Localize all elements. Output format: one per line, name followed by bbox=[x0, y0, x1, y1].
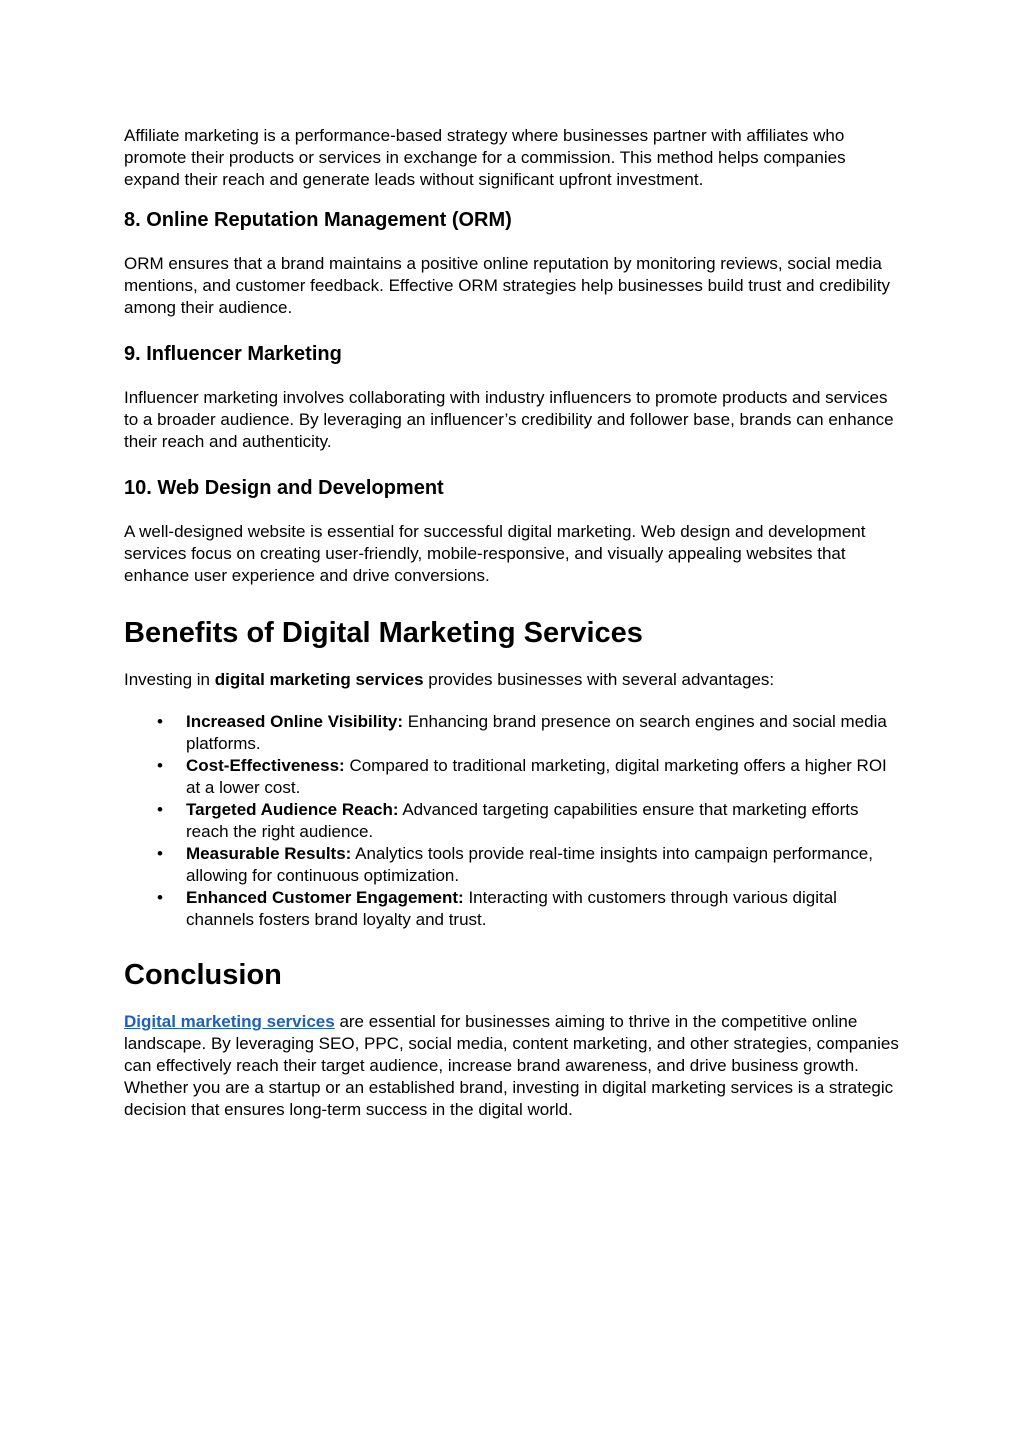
benefit-title: Measurable Results: bbox=[186, 844, 352, 863]
benefit-title: Enhanced Customer Engagement: bbox=[186, 888, 464, 907]
benefits-intro-bold: digital marketing services bbox=[214, 670, 424, 689]
digital-marketing-services-link[interactable]: Digital marketing services bbox=[124, 1012, 335, 1031]
benefit-text: Enhancing brand presence on search engines and social media platforms. bbox=[186, 712, 887, 753]
benefits-list bbox=[124, 711, 904, 931]
conclusion-body: are essential for businesses aiming to thrive in the competitive online landscape. By leveraging SEO, PPC, social media, content marketing, and other strategies, companies can effectively reach their target audience, increase brand awareness, and drive business growth. Whether you are a startup or an established brand, investing in digital marketing services is a strategic decision that ensures long-term success in the digital world. bbox=[124, 1012, 899, 1119]
benefit-title: Increased Online Visibility: bbox=[186, 712, 403, 731]
document-content bbox=[124, 125, 904, 1121]
benefits-heading: Benefits of Digital Marketing Services bbox=[124, 617, 643, 649]
benefit-title: Cost-Effectiveness: bbox=[186, 756, 345, 775]
benefit-text: Interacting with customers through various digital channels fosters brand loyalty and trust. bbox=[186, 888, 837, 929]
bullet-icon: • bbox=[157, 712, 163, 731]
conclusion-heading: Conclusion bbox=[124, 959, 282, 991]
section-body-influencer: Influencer marketing involves collaborating with industry influencers to promote products and services to a broader audience. By leveraging an influencer’s credibility and follower base, brands can enhance their reach and authenticity. bbox=[124, 388, 894, 451]
section-heading-web-design: 10. Web Design and Development bbox=[124, 477, 444, 499]
benefit-text: Compared to traditional marketing, digital marketing offers a higher ROI at a lower cost. bbox=[186, 756, 887, 797]
affiliate-marketing-paragraph: Affiliate marketing is a performance-based strategy where businesses partner with affiliates who promote their products or services in exchange for a commission. This method helps companies expand their reach and generate leads without significant upfront investment. bbox=[124, 126, 846, 189]
benefit-text: Advanced targeting capabilities ensure that marketing efforts reach the right audience. bbox=[186, 800, 859, 841]
section-heading-influencer: 9. Influencer Marketing bbox=[124, 343, 342, 365]
benefit-title: Targeted Audience Reach: bbox=[186, 800, 399, 819]
list-item bbox=[157, 887, 904, 931]
benefits-intro-suffix: provides businesses with several advantages: bbox=[423, 670, 775, 689]
bullet-icon: • bbox=[157, 756, 163, 775]
section-body-web-design: A well-designed website is essential for successful digital marketing. Web design and development services focus on creating user-friendly, mobile-responsive, and visually appealing websites that enhance user experience and drive conversions. bbox=[124, 522, 866, 585]
list-item bbox=[157, 711, 904, 755]
benefits-intro-prefix: Investing in bbox=[124, 670, 215, 689]
list-item bbox=[157, 843, 904, 887]
bullet-icon: • bbox=[157, 844, 163, 863]
benefit-text: Analytics tools provide real-time insights into campaign performance, allowing for continuous optimization. bbox=[186, 844, 873, 885]
benefits-intro bbox=[124, 669, 904, 691]
bullet-icon: • bbox=[157, 800, 163, 819]
section-body-orm: ORM ensures that a brand maintains a positive online reputation by monitoring reviews, social media mentions, and customer feedback. Effective ORM strategies help businesses build trust and credibility among their audience. bbox=[124, 254, 891, 317]
bullet-icon: • bbox=[157, 888, 163, 907]
conclusion-paragraph bbox=[124, 1011, 904, 1121]
list-item bbox=[157, 755, 904, 799]
list-item bbox=[157, 799, 904, 843]
section-heading-orm: 8. Online Reputation Management (ORM) bbox=[124, 209, 512, 231]
